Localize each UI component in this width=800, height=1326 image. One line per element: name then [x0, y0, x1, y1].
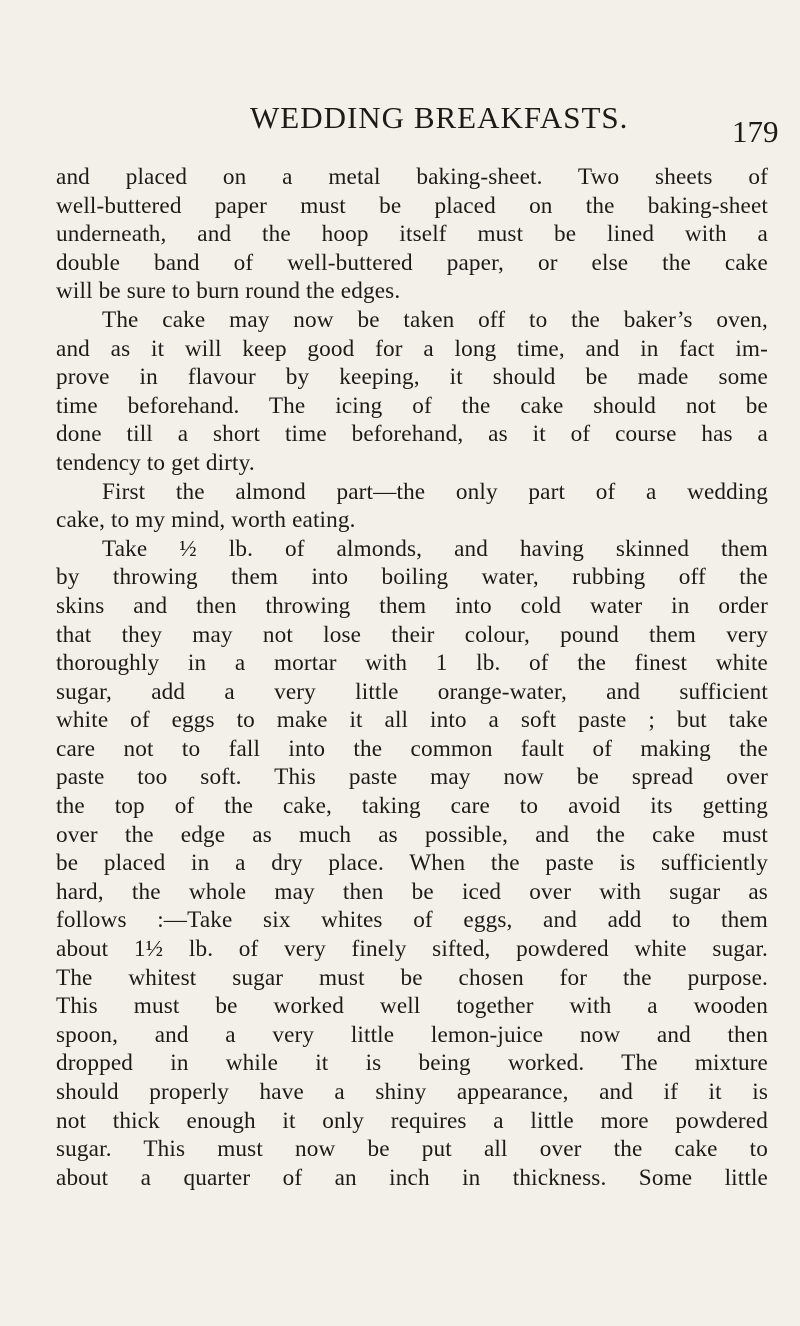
text-line: done till a short time beforehand, as it of course has a — [56, 421, 768, 448]
text-line: dropped in while it is being worked. The mixture — [56, 1050, 768, 1077]
text-line: Take ½ lb. of almonds, and having skinned them — [102, 535, 768, 562]
text-line: This must be worked well together with a wooden — [56, 993, 768, 1020]
text-line: and placed on a metal baking-sheet. Two sheets of — [56, 164, 768, 190]
text-line: will be sure to burn round the edges. — [56, 278, 401, 305]
text-line: underneath, and the hoop itself must be lined with a — [56, 221, 768, 248]
text-line: well-buttered paper must be placed on the baking-sheet — [56, 192, 768, 219]
text-line: about 1½ lb. of very finely sifted, powdered white sugar. — [56, 936, 768, 963]
text-line: white of eggs to make it all into a soft paste ; but take — [56, 707, 768, 734]
text-line: tendency to get dirty. — [56, 449, 255, 476]
text-line: The cake may now be taken off to the baker’s oven, — [102, 306, 768, 333]
text-line: that they may not lose their colour, pound them very — [56, 621, 768, 648]
text-line: paste too soft. This paste may now be spread over — [56, 764, 768, 791]
text-line: double band of well-buttered paper, or else the cake — [56, 249, 768, 276]
text-line: hard, the whole may then be iced over with sugar as — [56, 878, 768, 905]
text-line: not thick enough it only requires a little more powdered — [56, 1107, 768, 1134]
text-line: be placed in a dry place. When the paste is sufficiently — [56, 850, 768, 877]
text-line: by throwing them into boiling water, rubbing off the — [56, 564, 768, 591]
text-line: skins and then throwing them into cold water in order — [56, 592, 768, 619]
text-line: over the edge as much as possible, and the cake must — [56, 821, 768, 848]
text-line: about a quarter of an inch in thickness. Some little — [56, 1164, 768, 1191]
body-text — [56, 163, 768, 1192]
text-line: care not to fall into the common fault of making the — [56, 735, 768, 762]
text-line: The whitest sugar must be chosen for the purpose. — [56, 964, 768, 991]
text-line: the top of the cake, taking care to avoid its getting — [56, 793, 768, 820]
text-line: sugar. This must now be put all over the cake to — [56, 1136, 768, 1163]
text-line: should properly have a shiny appearance, and if it is — [56, 1079, 768, 1105]
text-line: spoon, and a very little lemon-juice now and then — [56, 1021, 768, 1048]
text-line: prove in flavour by keeping, it should be made some — [56, 364, 768, 391]
running-head: WEDDING BREAKFASTS. — [250, 100, 629, 135]
page-number: 179 — [732, 114, 779, 149]
text-line: sugar, add a very little orange-water, and sufficient — [56, 678, 768, 705]
text-line: follows :—Take six whites of eggs, and add to them — [56, 907, 768, 934]
text-line: and as it will keep good for a long time, and in fact im- — [56, 335, 768, 362]
text-line: time beforehand. The icing of the cake should not be — [56, 392, 768, 419]
text-line: thoroughly in a mortar with 1 lb. of the finest white — [56, 650, 768, 677]
text-line: cake, to my mind, worth eating. — [56, 507, 356, 534]
text-line: First the almond part—the only part of a wedding — [102, 478, 768, 505]
